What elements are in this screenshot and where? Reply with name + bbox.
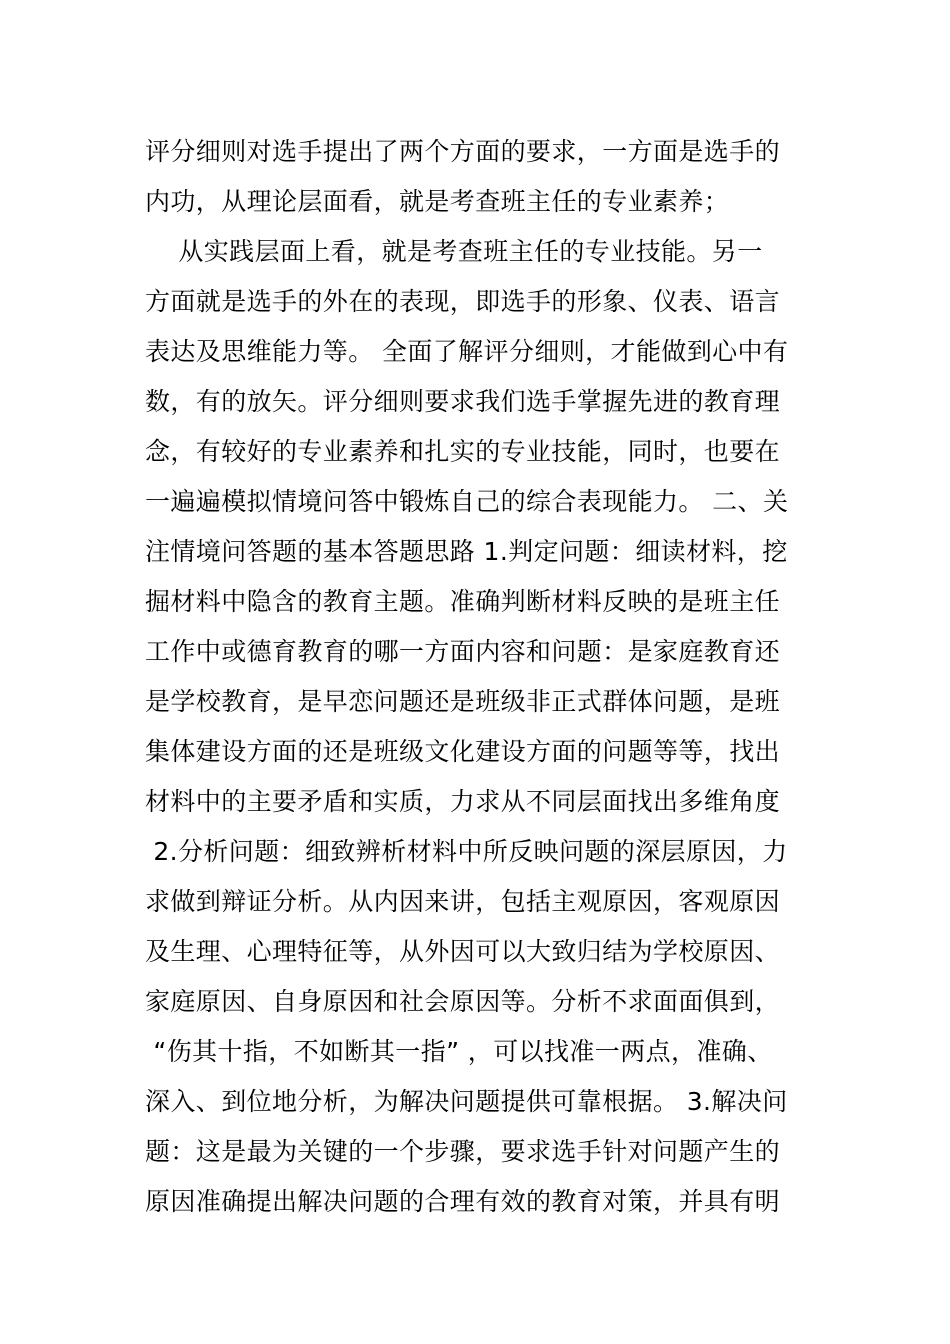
text-line: 题：这是最为关键的一个步骤，要求选手针对问题产生的 xyxy=(145,1137,781,1166)
text-line: 方面就是选手的外在的表现，即选手的形象、仪表、语言 xyxy=(145,287,781,316)
text-line: 注情境问答题的基本答题思路 1.判定问题：细读材料，挖 xyxy=(145,537,788,566)
text-line: 从实践层面上看，就是考查班主任的专业技能。另一 xyxy=(145,237,763,266)
text-line: 内功，从理论层面看，就是考查班主任的专业素养； xyxy=(145,187,730,216)
text-line: “伤其十指，不如断其一指” ，可以找准一两点，准确、 xyxy=(145,1037,773,1066)
text-line: 一遍遍模拟情境问答中锻炼自己的综合表现能力。 二、关 xyxy=(145,487,789,516)
text-line: 2.分析问题：细致辨析材料中所反映问题的深层原因，力 xyxy=(145,837,788,866)
text-line: 及生理、心理特征等，从外因可以大致归结为学校原因、 xyxy=(145,937,781,966)
text-line: 表达及思维能力等。 全面了解评分细则，才能做到心中有 xyxy=(145,337,789,366)
text-line: 材料中的主要矛盾和实质，力求从不同层面找出多维角度 xyxy=(145,787,781,816)
text-line: 掘材料中隐含的教育主题。准确判断材料反映的是班主任 xyxy=(145,587,781,616)
text-line: 家庭原因、自身原因和社会原因等。分析不求面面俱到， xyxy=(145,987,781,1016)
text-line: 是学校教育，是早恋问题还是班级非正式群体问题，是班 xyxy=(145,687,781,716)
text-line: 工作中或德育教育的哪一方面内容和问题：是家庭教育还 xyxy=(145,637,781,666)
text-line: 念，有较好的专业素养和扎实的专业技能，同时，也要在 xyxy=(145,437,781,466)
text-line: 求做到辩证分析。从内因来讲，包括主观原因，客观原因 xyxy=(145,887,781,916)
text-line: 数，有的放矢。评分细则要求我们选手掌握先进的教育理 xyxy=(145,387,781,416)
text-line: 深入、到位地分析，为解决问题提供可靠根据。 3.解决问 xyxy=(145,1087,788,1116)
paragraph-2 xyxy=(145,227,815,1227)
text-line: 评分细则对选手提出了两个方面的要求，一方面是选手的 xyxy=(145,137,781,166)
paragraph-1 xyxy=(145,127,815,227)
text-line: 原因准确提出解决问题的合理有效的教育对策，并具有明 xyxy=(145,1187,781,1216)
text-line: 集体建设方面的还是班级文化建设方面的问题等等，找出 xyxy=(145,737,781,766)
